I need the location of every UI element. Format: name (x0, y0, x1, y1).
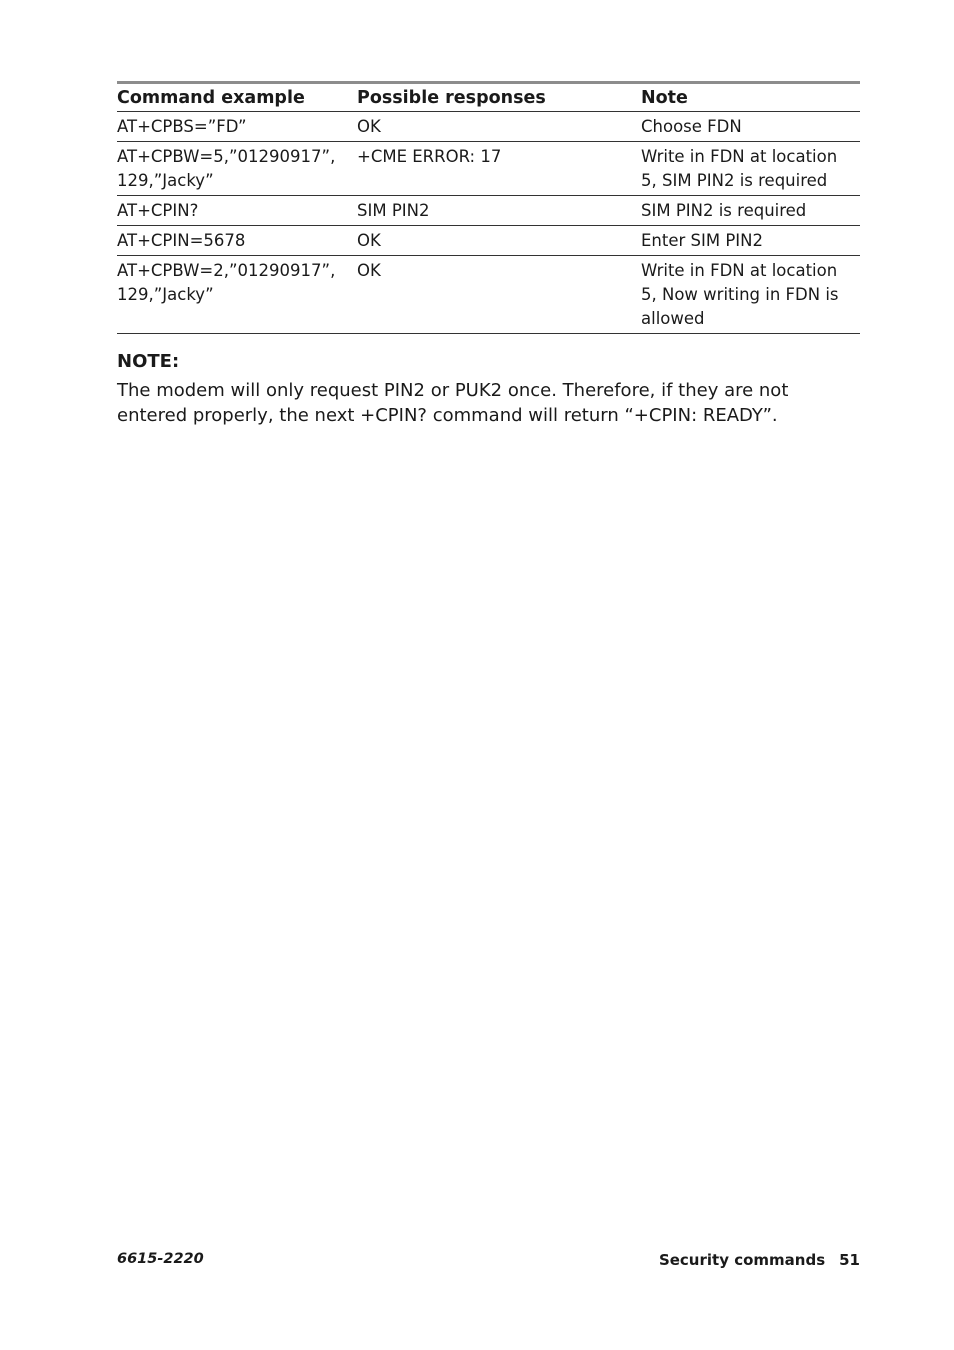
command-cell: AT+CPBW=5,”01290917”, 129,”Jacky” (117, 142, 357, 196)
command-cell: AT+CPBS=”FD” (117, 112, 357, 142)
response-cell: OK (357, 112, 641, 142)
page-number: 51 (839, 1251, 860, 1269)
column-header-command: Command example (117, 83, 357, 112)
footer-doc-number: 6615-2220 (117, 1251, 204, 1267)
table-row (117, 196, 860, 226)
note-cell: Choose FDN (641, 112, 860, 142)
response-cell: OK (357, 256, 641, 334)
response-cell: SIM PIN2 (357, 196, 641, 226)
note-body: The modem will only request PIN2 or PUK2 once. Therefore, if they are not entered properly, the next +CPIN? command will return “+CPIN: READY”. (117, 380, 789, 426)
command-cell: AT+CPIN=5678 (117, 226, 357, 256)
footer-right (659, 1251, 860, 1269)
note-cell: Write in FDN at location 5, SIM PIN2 is required (641, 142, 860, 196)
page-content (117, 81, 860, 428)
response-cell: OK (357, 226, 641, 256)
note-heading: NOTE: (117, 351, 180, 372)
column-header-note: Note (641, 83, 860, 112)
note-cell: SIM PIN2 is required (641, 196, 860, 226)
command-cell: AT+CPIN? (117, 196, 357, 226)
table-row (117, 112, 860, 142)
table-row (117, 142, 860, 196)
note-cell: Enter SIM PIN2 (641, 226, 860, 256)
table-row (117, 226, 860, 256)
column-header-responses: Possible responses (357, 83, 641, 112)
command-table (117, 81, 860, 334)
table-row (117, 256, 860, 334)
note-cell: Write in FDN at location 5, Now writing in FDN is allowed (641, 256, 860, 334)
response-cell: +CME ERROR: 17 (357, 142, 641, 196)
table-header-row (117, 83, 860, 112)
command-cell: AT+CPBW=2,”01290917”, 129,”Jacky” (117, 256, 357, 334)
footer-section-title: Security commands (658, 1251, 826, 1269)
